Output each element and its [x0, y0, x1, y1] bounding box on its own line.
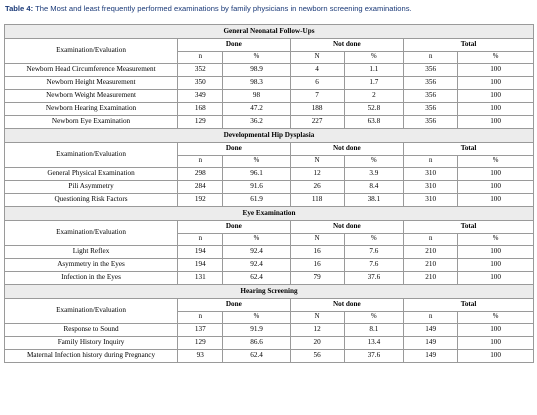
done-n-header: n — [178, 52, 223, 64]
total-pct-cell: 100 — [458, 116, 534, 129]
total-header: Total — [404, 221, 534, 234]
done-pct-cell: 47.2 — [223, 103, 290, 116]
row-label: Response to Sound — [5, 324, 178, 337]
table-row — [5, 337, 534, 350]
section-title: Eye Examination — [5, 207, 534, 221]
done-header: Done — [178, 143, 290, 156]
done-n-header: n — [178, 234, 223, 246]
section-title-row — [5, 285, 534, 299]
row-label: General Physical Examination — [5, 168, 178, 181]
done-pct-cell: 86.6 — [223, 337, 290, 350]
done-header: Done — [178, 299, 290, 312]
not-done-n-header: N — [290, 52, 344, 64]
total-n-cell: 310 — [404, 168, 458, 181]
total-pct-cell: 100 — [458, 77, 534, 90]
not-done-n-cell: 118 — [290, 194, 344, 207]
not-done-n-cell: 56 — [290, 350, 344, 363]
not-done-pct-header: % — [344, 52, 403, 64]
row-label: Maternal Infection history during Pregnancy — [5, 350, 178, 363]
done-n-cell: 192 — [178, 194, 223, 207]
not-done-header: Not done — [290, 299, 404, 312]
table-row — [5, 103, 534, 116]
done-n-cell: 129 — [178, 116, 223, 129]
done-n-cell: 194 — [178, 259, 223, 272]
not-done-pct-header: % — [344, 312, 403, 324]
section-title: Developmental Hip Dysplasia — [5, 129, 534, 143]
total-n-cell: 149 — [404, 324, 458, 337]
table-row — [5, 181, 534, 194]
done-pct-header: % — [223, 52, 290, 64]
not-done-pct-cell: 52.8 — [344, 103, 403, 116]
done-n-cell: 352 — [178, 64, 223, 77]
total-n-cell: 310 — [404, 181, 458, 194]
done-pct-header: % — [223, 234, 290, 246]
row-label: Light Reflex — [5, 246, 178, 259]
total-n-cell: 356 — [404, 116, 458, 129]
total-pct-cell: 100 — [458, 90, 534, 103]
done-n-header: n — [178, 312, 223, 324]
total-pct-cell: 100 — [458, 337, 534, 350]
total-n-cell: 356 — [404, 64, 458, 77]
section-title-row — [5, 129, 534, 143]
examinations-table — [4, 24, 534, 363]
done-pct-cell: 61.9 — [223, 194, 290, 207]
not-done-n-cell: 7 — [290, 90, 344, 103]
done-pct-cell: 62.4 — [223, 350, 290, 363]
row-label: Newborn Head Circumference Measurement — [5, 64, 178, 77]
not-done-pct-cell: 37.6 — [344, 272, 403, 285]
total-n-header: n — [404, 312, 458, 324]
total-n-header: n — [404, 52, 458, 64]
row-label: Asymmetry in the Eyes — [5, 259, 178, 272]
not-done-header: Not done — [290, 221, 404, 234]
not-done-pct-header: % — [344, 156, 403, 168]
not-done-n-cell: 12 — [290, 168, 344, 181]
total-pct-cell: 100 — [458, 259, 534, 272]
total-n-cell: 356 — [404, 103, 458, 116]
done-n-cell: 284 — [178, 181, 223, 194]
total-header: Total — [404, 299, 534, 312]
not-done-pct-cell: 1.7 — [344, 77, 403, 90]
table-row — [5, 90, 534, 103]
done-n-cell: 168 — [178, 103, 223, 116]
not-done-n-cell: 227 — [290, 116, 344, 129]
not-done-n-header: N — [290, 312, 344, 324]
group-header-row — [5, 299, 534, 312]
examinations-table-body — [5, 25, 534, 363]
row-label: Newborn Eye Examination — [5, 116, 178, 129]
done-pct-header: % — [223, 156, 290, 168]
not-done-n-cell: 6 — [290, 77, 344, 90]
not-done-pct-cell: 3.9 — [344, 168, 403, 181]
row-label-header: Examination/Evaluation — [5, 39, 178, 64]
done-n-cell: 93 — [178, 350, 223, 363]
row-label-header: Examination/Evaluation — [5, 299, 178, 324]
not-done-pct-cell: 7.6 — [344, 259, 403, 272]
total-n-cell: 149 — [404, 350, 458, 363]
done-pct-cell: 62.4 — [223, 272, 290, 285]
table-caption — [5, 4, 535, 13]
not-done-n-cell: 26 — [290, 181, 344, 194]
done-pct-cell: 91.6 — [223, 181, 290, 194]
table-row — [5, 194, 534, 207]
done-pct-cell: 96.1 — [223, 168, 290, 181]
done-n-cell: 137 — [178, 324, 223, 337]
total-pct-cell: 100 — [458, 64, 534, 77]
total-n-header: n — [404, 234, 458, 246]
table-row — [5, 64, 534, 77]
total-pct-header: % — [458, 312, 534, 324]
row-label: Infection in the Eyes — [5, 272, 178, 285]
not-done-pct-cell: 2 — [344, 90, 403, 103]
done-header: Done — [178, 39, 290, 52]
total-header: Total — [404, 143, 534, 156]
not-done-pct-cell: 63.8 — [344, 116, 403, 129]
not-done-n-cell: 16 — [290, 259, 344, 272]
done-pct-cell: 92.4 — [223, 246, 290, 259]
done-n-cell: 131 — [178, 272, 223, 285]
table-row — [5, 77, 534, 90]
row-label: Newborn Weight Measurement — [5, 90, 178, 103]
table-row — [5, 350, 534, 363]
section-title-row — [5, 207, 534, 221]
total-pct-cell: 100 — [458, 194, 534, 207]
total-pct-cell: 100 — [458, 168, 534, 181]
not-done-n-cell: 20 — [290, 337, 344, 350]
not-done-pct-cell: 8.1 — [344, 324, 403, 337]
total-pct-header: % — [458, 156, 534, 168]
row-label: Family History Inquiry — [5, 337, 178, 350]
not-done-pct-cell: 37.6 — [344, 350, 403, 363]
total-n-cell: 210 — [404, 246, 458, 259]
total-pct-cell: 100 — [458, 181, 534, 194]
section-title: Hearing Screening — [5, 285, 534, 299]
table-row — [5, 324, 534, 337]
row-label: Questioning Risk Factors — [5, 194, 178, 207]
total-n-cell: 356 — [404, 90, 458, 103]
done-pct-cell: 98.3 — [223, 77, 290, 90]
total-pct-cell: 100 — [458, 350, 534, 363]
not-done-n-cell: 16 — [290, 246, 344, 259]
done-pct-cell: 98.9 — [223, 64, 290, 77]
table-row — [5, 116, 534, 129]
total-n-cell: 310 — [404, 194, 458, 207]
done-n-cell: 194 — [178, 246, 223, 259]
done-pct-cell: 91.9 — [223, 324, 290, 337]
table-row — [5, 168, 534, 181]
not-done-pct-header: % — [344, 234, 403, 246]
not-done-n-header: N — [290, 234, 344, 246]
row-label-header: Examination/Evaluation — [5, 221, 178, 246]
total-pct-cell: 100 — [458, 272, 534, 285]
table-row — [5, 272, 534, 285]
table-caption-label: Table 4: — [5, 4, 34, 13]
not-done-pct-cell: 7.6 — [344, 246, 403, 259]
total-n-cell: 210 — [404, 272, 458, 285]
done-pct-cell: 36.2 — [223, 116, 290, 129]
total-pct-cell: 100 — [458, 246, 534, 259]
total-pct-cell: 100 — [458, 103, 534, 116]
not-done-n-cell: 188 — [290, 103, 344, 116]
not-done-pct-cell: 38.1 — [344, 194, 403, 207]
total-n-cell: 356 — [404, 77, 458, 90]
table-row — [5, 259, 534, 272]
group-header-row — [5, 221, 534, 234]
total-n-header: n — [404, 156, 458, 168]
table-row — [5, 246, 534, 259]
done-header: Done — [178, 221, 290, 234]
total-header: Total — [404, 39, 534, 52]
not-done-pct-cell: 1.1 — [344, 64, 403, 77]
total-pct-cell: 100 — [458, 324, 534, 337]
not-done-pct-cell: 13.4 — [344, 337, 403, 350]
total-n-cell: 210 — [404, 259, 458, 272]
not-done-pct-cell: 8.4 — [344, 181, 403, 194]
done-n-cell: 350 — [178, 77, 223, 90]
done-pct-header: % — [223, 312, 290, 324]
total-n-cell: 149 — [404, 337, 458, 350]
not-done-header: Not done — [290, 143, 404, 156]
not-done-n-cell: 4 — [290, 64, 344, 77]
not-done-n-cell: 79 — [290, 272, 344, 285]
row-label: Newborn Height Measurement — [5, 77, 178, 90]
group-header-row — [5, 143, 534, 156]
done-n-cell: 129 — [178, 337, 223, 350]
done-n-cell: 349 — [178, 90, 223, 103]
not-done-n-cell: 12 — [290, 324, 344, 337]
done-pct-cell: 98 — [223, 90, 290, 103]
row-label: Newborn Hearing Examination — [5, 103, 178, 116]
total-pct-header: % — [458, 234, 534, 246]
not-done-header: Not done — [290, 39, 404, 52]
table-caption-text: The Most and least frequently performed examinations by family physicians in newborn screening examinations. — [33, 4, 412, 13]
group-header-row — [5, 39, 534, 52]
total-pct-header: % — [458, 52, 534, 64]
done-pct-cell: 92.4 — [223, 259, 290, 272]
row-label: Pili Asymmetry — [5, 181, 178, 194]
not-done-n-header: N — [290, 156, 344, 168]
row-label-header: Examination/Evaluation — [5, 143, 178, 168]
section-title: General Neonatal Follow-Ups — [5, 25, 534, 39]
done-n-cell: 298 — [178, 168, 223, 181]
section-title-row — [5, 25, 534, 39]
done-n-header: n — [178, 156, 223, 168]
